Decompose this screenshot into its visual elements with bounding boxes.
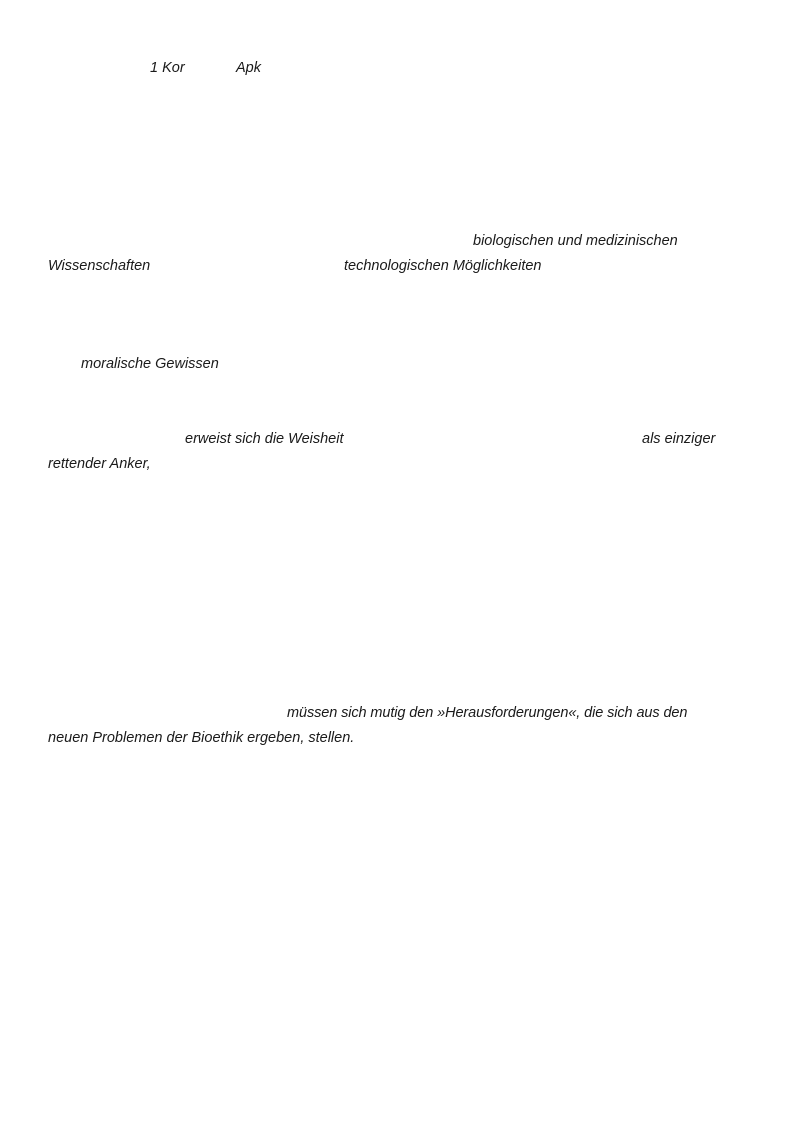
paragraph-1-line-1-text: biologischen und medizinischen bbox=[473, 233, 678, 249]
paragraph-3-line-2-text: rettender Anker, bbox=[48, 456, 151, 472]
paragraph-3-line-1-text-b: als einziger bbox=[642, 431, 716, 447]
paragraph-1-line-2-text-b: technologischen Möglichkeiten bbox=[344, 258, 542, 274]
paragraph-2-line-1-text: moralische Gewissen bbox=[81, 356, 219, 372]
paragraph-1-line-2-text-a: Wissenschaften bbox=[48, 258, 151, 274]
scripture-reference-1-kor: 1 Kor bbox=[150, 60, 185, 76]
paragraph-4-line-1-text: müssen sich mutig den »Herausforderungen«, die sich aus den bbox=[287, 705, 688, 721]
paragraph-3-line-1-text-a: erweist sich die Weisheit bbox=[185, 431, 344, 447]
scripture-reference-apk: Apk bbox=[236, 60, 261, 76]
paragraph-4-line-2-text: neuen Problemen der Bioethik ergeben, stellen. bbox=[48, 730, 355, 746]
